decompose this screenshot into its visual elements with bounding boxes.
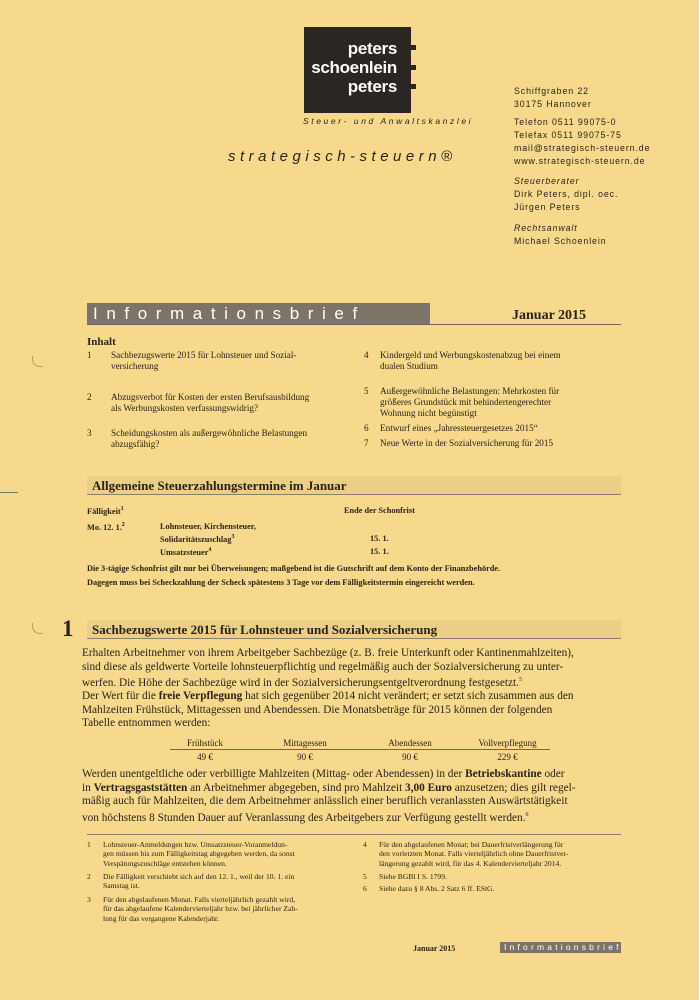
schedule-note: Die 3-tägige Schonfrist gilt nur bei Überweisungen; maßgebend ist die Gutschrift auf dem Konto der Finanzbehörde. — [87, 564, 501, 573]
footnotes-left — [87, 840, 357, 935]
punch-mark — [32, 623, 43, 634]
contact-block — [514, 116, 650, 168]
tax-item-1: Lohnsteuer, Kirchensteuer, Solidaritätszuschlag$^3$ — [160, 522, 256, 544]
footnotes-right — [363, 840, 623, 920]
section-number: 1 — [62, 616, 74, 641]
grace-end-header: Ende der Schonfrist — [344, 506, 415, 515]
toc-item[interactable] — [87, 350, 347, 374]
lawyer-block — [514, 222, 607, 248]
email: mail@strategisch-steuern.de — [514, 143, 651, 153]
logo-dot — [411, 65, 416, 70]
divider — [170, 749, 550, 750]
toc-item-number: 4 — [364, 350, 369, 360]
tax-item-2-end: 15. 1. — [370, 547, 389, 556]
toc-item-text: Wohnung nicht begünstigt — [380, 408, 477, 418]
table-header: Vollverpflegung — [478, 738, 537, 748]
toc-item-number: 6 — [364, 423, 369, 433]
toc-item-number: 2 — [87, 392, 92, 402]
logo-dot — [411, 84, 416, 89]
footnote: 5 Siehe BGBl I S. 1799. — [363, 872, 447, 881]
logo-dot — [411, 45, 416, 50]
footnote: 6 Siehe dazu § 8 Abs. 2 Satz 6 ff. EStG. — [363, 884, 495, 893]
table-cell: 49 € — [197, 752, 213, 762]
toc-item[interactable] — [364, 423, 624, 435]
footer-month: Januar 2015 — [413, 944, 456, 953]
toc-item[interactable] — [87, 428, 347, 452]
toc-item-text: Scheidungskosten als außergewöhnliche Belastungen — [111, 428, 308, 438]
street: Schiffgraben 22 — [514, 86, 589, 96]
toc-item-text: Sachbezugswerte 2015 für Lohnsteuer und Sozial- — [111, 350, 297, 360]
tax-advisor-heading: Steuerberater — [514, 176, 580, 186]
logo-line-3: peters — [347, 77, 397, 96]
table-cell: 229 € — [497, 752, 518, 762]
toc-item-text: Entwurf eines „Jahressteuergesetzes 2015“ — [380, 423, 538, 433]
toc-item-text: Abzugsverbot für Kosten der ersten Berufsausbildung — [111, 392, 310, 402]
toc-item-text: Neue Werte in der Sozialversicherung für 2015 — [380, 438, 554, 448]
lawyer-heading: Rechtsanwalt — [514, 223, 578, 233]
fax: Telefax 0511 99075-75 — [514, 130, 622, 140]
tax-advisor-2: Jürgen Peters — [514, 202, 581, 212]
due-date-header: Fälligkeit$^1$ — [87, 506, 124, 516]
toc-item[interactable] — [364, 386, 624, 422]
toc-item[interactable] — [364, 350, 624, 374]
schedule-title: Allgemeine Steuerzahlungstermine im Januar — [92, 478, 347, 493]
toc-item-text: abzugsfähig? — [111, 439, 160, 449]
section-title: Sachbezugswerte 2015 für Lohnsteuer und Sozialversicherung — [92, 622, 438, 637]
divider — [87, 494, 621, 495]
meal-value-table — [170, 738, 550, 768]
toc-item-number: 5 — [364, 386, 369, 396]
company-logo — [304, 27, 411, 113]
tax-item-2: Umsatzsteuer$^4$ — [160, 547, 212, 557]
table-header: Frühstück — [187, 738, 223, 748]
toc-item-text: versicherung — [111, 361, 159, 371]
table-header: Abendessen — [388, 738, 432, 748]
footnote: 1 Lohnsteuer-Anmeldungen bzw. Umsatzsteuer-Voranmeldun- gen müssen bis zum Fälligkeitstag abgegeben werden, da sonst Verspätungszuschläge entstehen können. — [87, 840, 295, 868]
footnote: 4 Für den abgelaufenen Monat; bei Dauerfristverlängerung für den vorletzten Monat. Falls vierteljährlich ohne Dauerfristver- längerung gezahlt wird, für das 4. Kalendervierteljahr 2014. — [363, 840, 569, 868]
table-cell: 90 € — [297, 752, 313, 762]
address-block — [514, 85, 592, 111]
paragraph-intro: Erhalten Arbeitnehmer von ihrem Arbeitgeber Sachbezüge (z. B. freie Unterkunft oder Kantinenmahlzeiten), sind diese als geldwerte Vorteile lohnsteuerpflichtig und regelmäßig auch der Sozialversicherung zu unter- werfen. Die Höhe der Sachbezüge wird in der Sozialversicherungsentgeltverordnung festgesetzt.$^5$ — [82, 647, 574, 689]
toc-item[interactable] — [364, 438, 624, 450]
table-cell: 90 € — [402, 752, 418, 762]
tagline: strategisch-steuern® — [228, 148, 457, 165]
paragraph-canteen: Werden unentgeltliche oder verbilligte Mahlzeiten (Mittag- oder Abendessen) in der Betriebskantine oder in Vertragsgaststätten an Arbeitnehmer abgegeben, sind pro Mahlzeit 3,00 Euro anzusetzen; dies gilt regel- mäßig auch für Mahlzeiten, die dem Arbeitnehmer anlässlich einer beruflich veranlassten Auswärtstätigkeit von höchstens 8 Stunden Dauer auf Veranlassung des Arbeitgebers zur Verfügung gestellt werden.$^6$ — [82, 768, 576, 824]
toc-item-number: 1 — [87, 350, 92, 360]
issue-month: Januar 2015 — [512, 308, 587, 323]
advisors-block — [514, 175, 618, 214]
newsletter-banner: Informationsbrief — [87, 303, 430, 324]
toc-right — [364, 350, 624, 450]
website: www.strategisch-steuern.de — [514, 156, 646, 166]
toc-item[interactable] — [87, 392, 347, 416]
fold-mark — [0, 492, 18, 493]
logo-line-1: peters — [347, 39, 397, 58]
toc-item-text: größeres Grundstück mit behindertengerechter — [380, 397, 552, 407]
toc-left — [87, 350, 347, 449]
logo-line-2: schoenlein — [311, 58, 397, 77]
divider — [87, 638, 621, 639]
tax-item-1-end: 15. 1. — [370, 534, 389, 543]
toc-item-text: als Werbungskosten verfassungswidrig? — [111, 403, 259, 413]
footer-banner: Informationsbrief — [500, 942, 621, 953]
tax-advisor-1: Dirk Peters, dipl. oec. — [514, 189, 619, 199]
toc-item-text: Kindergeld und Werbungskostenabzug bei einem — [380, 350, 561, 360]
footnote: 2 Die Fälligkeit verschiebt sich auf den 12. 1., weil der 10. 1. ein Samstag ist. — [87, 872, 295, 891]
punch-mark — [32, 356, 43, 367]
due-date: Mo. 12. 1.$^2$ — [87, 522, 125, 532]
footnote: 3 Für den abgelaufenen Monat. Falls vierteljährlich gezahlt wird, für das abgelaufene Kalendervierteljahr bzw. bei jährlicher Zah- lung für das vergangene Kalenderjahr. — [87, 895, 298, 923]
toc-item-number: 3 — [87, 428, 92, 438]
lawyer-1: Michael Schoenlein — [514, 236, 607, 246]
divider — [87, 834, 621, 835]
divider — [87, 324, 621, 325]
toc-heading: Inhalt — [87, 336, 116, 348]
city: 30175 Hannover — [514, 99, 592, 109]
logo-subtitle: Steuer- und Anwaltskanzlei — [303, 116, 474, 126]
paragraph-meals: Der Wert für die freie Verpflegung hat sich gegenüber 2014 nicht verändert; er setzt sich zusammen aus den Mahlzeiten Frühstück, Mittagessen und Abendessen. Die Monatsbeträge für 2015 können der folgenden Tabelle entnommen werden: — [82, 690, 574, 729]
toc-item-text: Außergewöhnliche Belastungen: Mehrkosten für — [380, 386, 560, 396]
toc-item-number: 7 — [364, 438, 369, 448]
phone: Telefon 0511 99075-0 — [514, 117, 617, 127]
toc-item-text: dualen Studium — [380, 361, 438, 371]
table-header: Mittagessen — [283, 738, 327, 748]
schedule-note: Dagegen muss bei Scheckzahlung der Scheck spätestens 3 Tage vor dem Fälligkeitstermin eingereicht werden. — [87, 578, 475, 587]
